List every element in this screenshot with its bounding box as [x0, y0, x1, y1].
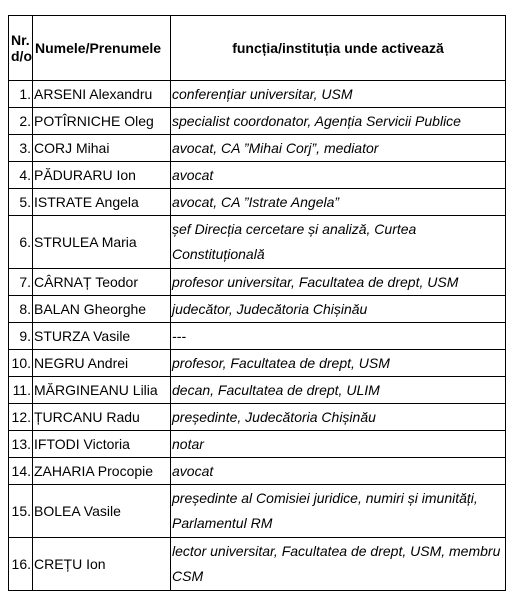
- row-function: șef Direcția cercetare și analiză, Curtea Constituțională: [171, 216, 506, 269]
- row-name: CÂRNAȚ Teodor: [33, 269, 171, 296]
- row-number: 1.: [9, 81, 33, 108]
- row-number: 2.: [9, 108, 33, 135]
- row-function: președinte, Judecătoria Chișinău: [171, 404, 506, 431]
- row-function: profesor universitar, Facultatea de drept, USM: [171, 269, 506, 296]
- table-row: [9, 458, 506, 485]
- row-name: BALAN Gheorghe: [33, 296, 171, 323]
- row-number: 13.: [9, 431, 33, 458]
- row-name: ZAHARIA Procopie: [33, 458, 171, 485]
- row-function: judecător, Judecătoria Chișinău: [171, 296, 506, 323]
- table-row: [9, 350, 506, 377]
- row-function: decan, Facultatea de drept, ULIM: [171, 377, 506, 404]
- row-function: notar: [171, 431, 506, 458]
- row-function: profesor, Facultatea de drept, USM: [171, 350, 506, 377]
- table-row: [9, 189, 506, 216]
- row-name: CREȚU Ion: [33, 538, 171, 591]
- row-number: 7.: [9, 269, 33, 296]
- row-name: NEGRU Andrei: [33, 350, 171, 377]
- table-header-row: [9, 16, 506, 81]
- row-name: ARSENI Alexandru: [33, 81, 171, 108]
- members-table: [8, 15, 506, 591]
- row-number: 11.: [9, 377, 33, 404]
- header-function: funcția/instituția unde activează: [171, 16, 506, 81]
- table-row: [9, 296, 506, 323]
- table-row: [9, 162, 506, 189]
- row-name: CORJ Mihai: [33, 135, 171, 162]
- table-row: [9, 323, 506, 350]
- row-name: ISTRATE Angela: [33, 189, 171, 216]
- row-function: avocat: [171, 162, 506, 189]
- header-nr: Nr. d/o: [9, 16, 33, 81]
- row-function: avocat: [171, 458, 506, 485]
- table-body: [9, 81, 506, 591]
- table-row: [9, 269, 506, 296]
- row-function: conferențiar universitar, USM: [171, 81, 506, 108]
- row-function: ---: [171, 323, 506, 350]
- row-name: POTÎRNICHE Oleg: [33, 108, 171, 135]
- row-name: BOLEA Vasile: [33, 485, 171, 538]
- row-number: 3.: [9, 135, 33, 162]
- row-name: STURZA Vasile: [33, 323, 171, 350]
- header-name: Numele/Prenumele: [33, 16, 171, 81]
- row-function: președinte al Comisiei juridice, numiri și imunități, Parlamentul RM: [171, 485, 506, 538]
- row-name: ȚURCANU Radu: [33, 404, 171, 431]
- table-row: [9, 135, 506, 162]
- table-row: [9, 377, 506, 404]
- row-number: 5.: [9, 189, 33, 216]
- row-number: 4.: [9, 162, 33, 189]
- table-row: [9, 216, 506, 269]
- row-number: 14.: [9, 458, 33, 485]
- row-function: avocat, CA ”Mihai Corj”, mediator: [171, 135, 506, 162]
- row-name: MĂRGINEANU Lilia: [33, 377, 171, 404]
- row-name: IFTODI Victoria: [33, 431, 171, 458]
- row-function: specialist coordonator, Agenția Servicii Publice: [171, 108, 506, 135]
- row-number: 6.: [9, 216, 33, 269]
- row-number: 8.: [9, 296, 33, 323]
- row-function: avocat, CA ”Istrate Angela”: [171, 189, 506, 216]
- table-row: [9, 404, 506, 431]
- table-row: [9, 81, 506, 108]
- row-function: lector universitar, Facultatea de drept, USM, membru CSM: [171, 538, 506, 591]
- table-row: [9, 108, 506, 135]
- row-number: 9.: [9, 323, 33, 350]
- table-row: [9, 485, 506, 538]
- row-number: 12.: [9, 404, 33, 431]
- table-row: [9, 431, 506, 458]
- row-number: 15.: [9, 485, 33, 538]
- row-name: STRULEA Maria: [33, 216, 171, 269]
- row-number: 16.: [9, 538, 33, 591]
- row-name: PĂDURARU Ion: [33, 162, 171, 189]
- table-row: [9, 538, 506, 591]
- row-number: 10.: [9, 350, 33, 377]
